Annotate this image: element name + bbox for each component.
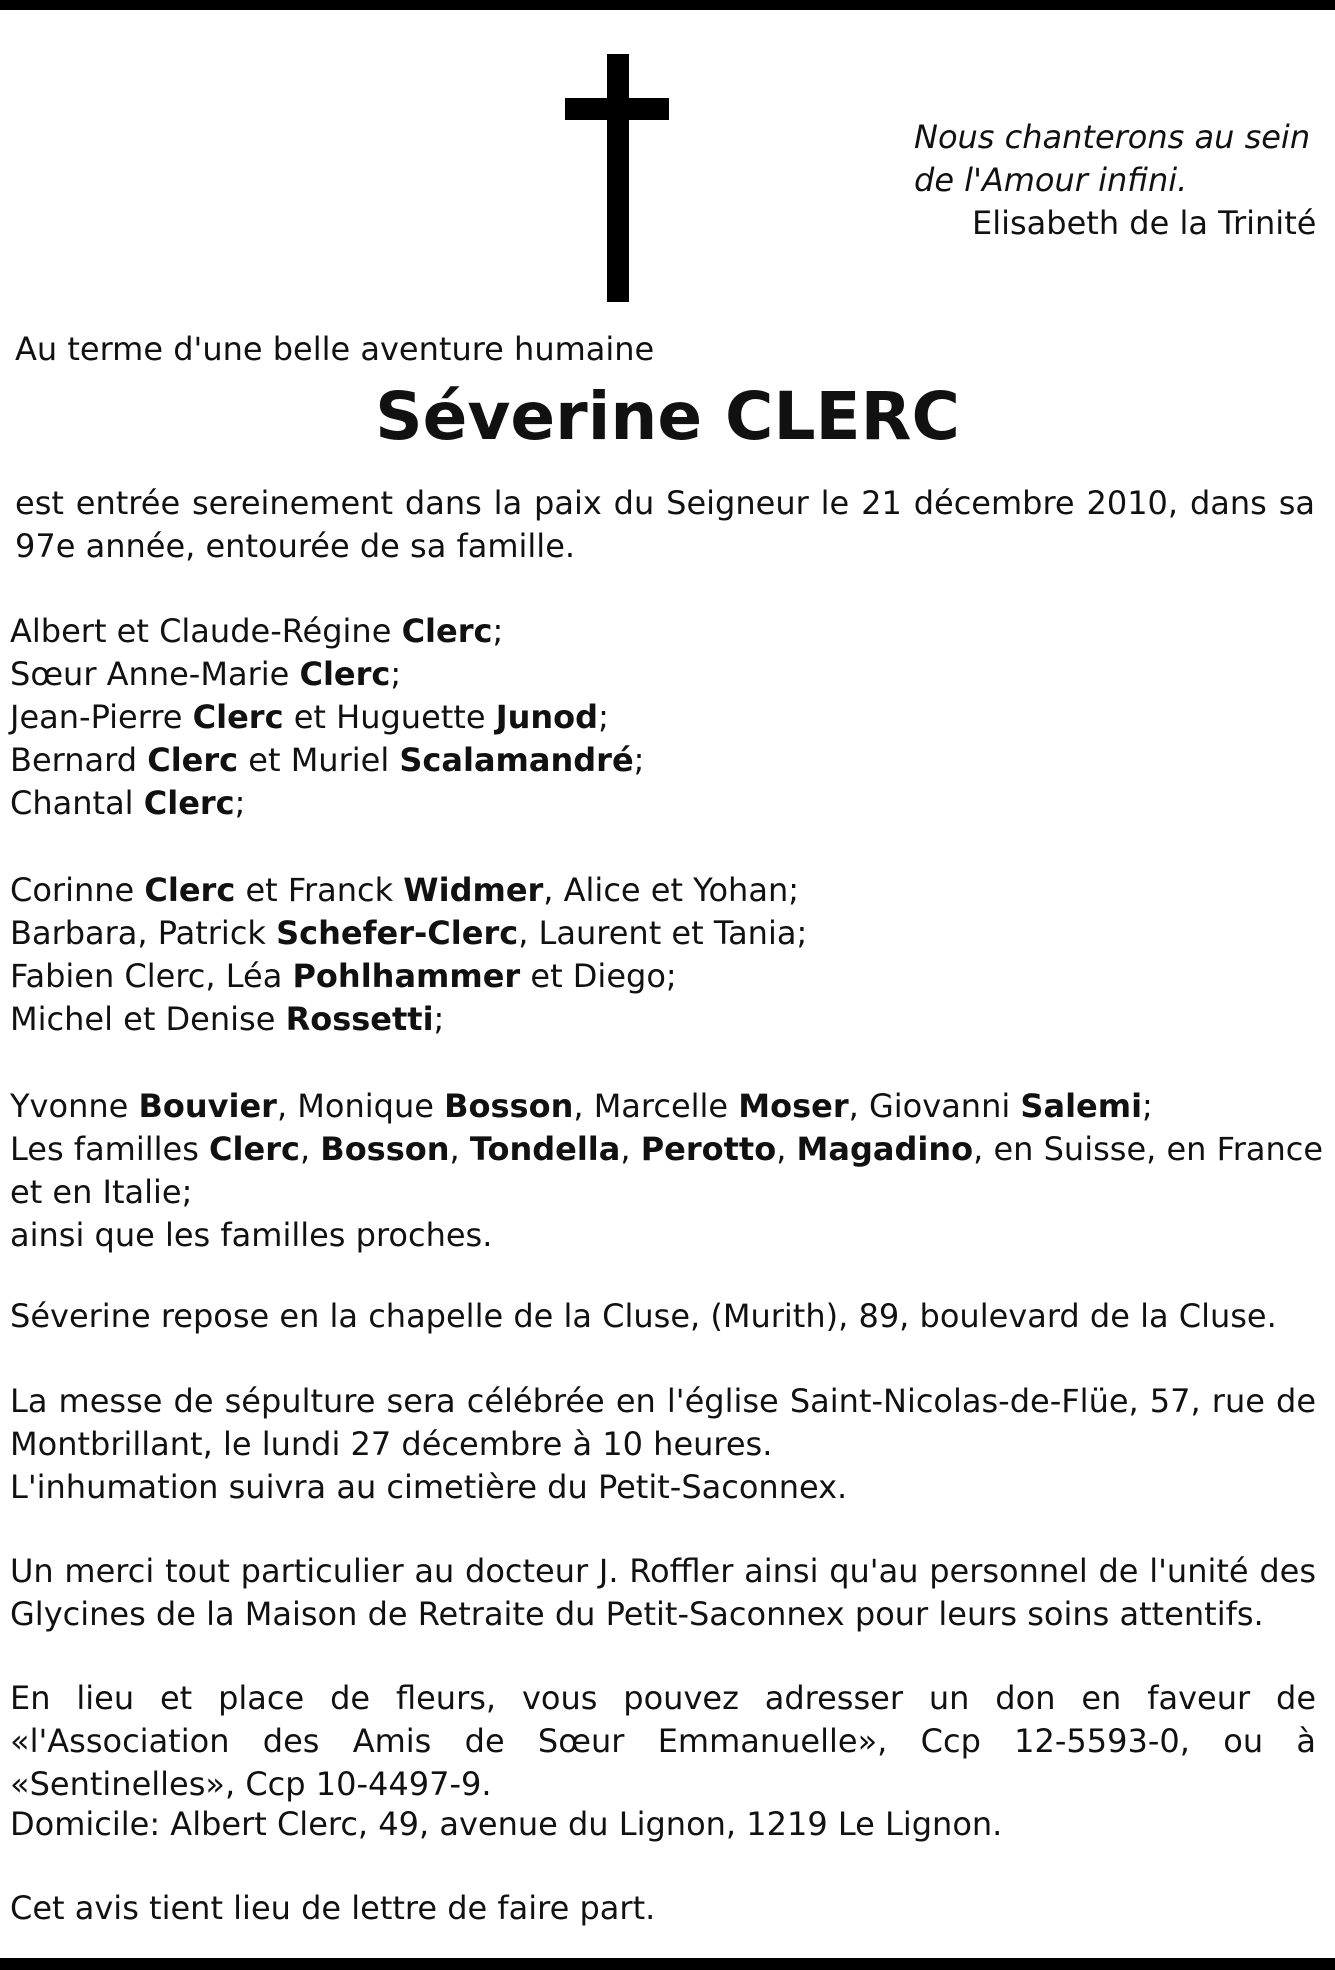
family-text: Barbara, Patrick	[10, 914, 277, 952]
family-surname: Scalamandré	[399, 741, 634, 779]
rest-location-text: Séverine repose en la chapelle de la Cluse, (Murith), 89, boulevard de la Cluse.	[10, 1297, 1277, 1335]
family-line	[10, 1128, 1330, 1171]
family-surname: Bouvier	[138, 1087, 277, 1125]
family-list-grandchildren	[10, 869, 1330, 1041]
family-text: Albert et Claude-Régine	[10, 612, 402, 650]
family-text: Fabien Clerc, Léa	[10, 957, 293, 995]
family-surname: Rossetti	[285, 1000, 434, 1038]
family-text: , en Suisse, en France	[973, 1130, 1324, 1168]
family-text: ,	[620, 1130, 641, 1168]
family-line	[10, 739, 1330, 782]
family-text: Les familles	[10, 1130, 210, 1168]
announcement-text: est entrée sereinement dans la paix du Seigneur le 21 décembre 2010, dans sa 97e année, entourée de sa famille.	[15, 484, 1315, 565]
family-surname: Bosson	[444, 1087, 574, 1125]
family-text: ;	[633, 741, 645, 779]
family-text: , Laurent et Tania;	[518, 914, 808, 952]
family-text: et Diego;	[520, 957, 677, 995]
family-text: Michel et Denise	[10, 1000, 286, 1038]
deceased-name: Séverine CLERC	[375, 378, 960, 455]
family-surname: Clerc	[401, 612, 493, 650]
family-text: , Alice et Yohan;	[543, 871, 799, 909]
family-surname: Clerc	[147, 741, 239, 779]
quote-line: Nous chanterons au sein	[914, 118, 1311, 156]
family-line	[10, 998, 1330, 1041]
burial-text: L'inhumation suivra au cimetière du Petit-Saconnex.	[10, 1468, 848, 1506]
family-surname: Pohlhammer	[292, 957, 521, 995]
family-line	[10, 610, 1330, 653]
funeral-mass-text: La messe de sépulture sera célébrée en l'église Saint-Nicolas-de-Flüe, 57, rue de Montbrillant, le lundi 27 décembre à 10 heures.	[10, 1382, 1316, 1463]
family-text: ;	[598, 698, 609, 736]
family-text: Sœur Anne-Marie	[10, 655, 300, 693]
family-surname: Salemi	[1020, 1087, 1143, 1125]
family-text: , Giovanni	[848, 1087, 1021, 1125]
family-text: Yvonne	[10, 1087, 139, 1125]
family-surname: Junod	[495, 698, 599, 736]
cross-icon-bar	[565, 98, 669, 120]
family-text: Jean-Pierre	[10, 698, 193, 736]
family-text: ;	[433, 1000, 445, 1038]
family-text: et en Italie;	[10, 1173, 193, 1211]
family-line	[10, 1085, 1330, 1128]
family-text: et Muriel	[238, 741, 400, 779]
family-surname: Perotto	[640, 1130, 777, 1168]
family-surname: Magadino	[796, 1130, 974, 1168]
family-text: ;	[1142, 1087, 1153, 1125]
intro-text: Au terme d'une belle aventure humaine	[15, 330, 655, 368]
family-text: , Monique	[276, 1087, 445, 1125]
family-list-relatives	[10, 1085, 1330, 1257]
family-line	[10, 782, 1330, 825]
family-text: Bernard	[10, 741, 148, 779]
family-text: ,	[449, 1130, 470, 1168]
family-surname: Clerc	[144, 871, 236, 909]
family-text: ;	[492, 612, 504, 650]
family-text: ;	[390, 655, 402, 693]
family-surname: Moser	[738, 1087, 849, 1125]
family-surname: Widmer	[403, 871, 544, 909]
domicile-text: Domicile: Albert Clerc, 49, avenue du Lignon, 1219 Le Lignon.	[10, 1805, 1003, 1843]
family-text: ,	[776, 1130, 797, 1168]
cross-icon	[607, 54, 629, 302]
donation-text: En lieu et place de fleurs, vous pouvez adresser un don en faveur de «l'Association des Amis de Sœur Emmanuelle», Ccp 12-5593-0, ou à «Sentinelles», Ccp 10-4497-9.	[10, 1679, 1316, 1803]
family-line	[10, 653, 1330, 696]
quote-line: de l'Amour infini.	[914, 161, 1188, 199]
family-list-children	[10, 610, 1330, 825]
family-surname: Clerc	[299, 655, 391, 693]
family-text: ainsi que les familles proches.	[10, 1216, 493, 1254]
family-line	[10, 955, 1330, 998]
thanks-text: Un merci tout particulier au docteur J. Roffler ainsi qu'au personnel de l'unité des Glycines de la Maison de Retraite du Petit-Saconnex pour leurs soins attentifs.	[10, 1552, 1316, 1633]
family-surname: Schefer-Clerc	[276, 914, 519, 952]
family-text: Corinne	[10, 871, 145, 909]
family-text: et Huguette	[283, 698, 496, 736]
family-surname: Clerc	[192, 698, 284, 736]
family-line	[10, 1214, 1330, 1257]
epigraph-quote	[914, 116, 1317, 245]
family-surname: Bosson	[320, 1130, 450, 1168]
quote-author: Elisabeth de la Trinité	[972, 204, 1317, 242]
family-text: , Marcelle	[573, 1087, 739, 1125]
family-text: ;	[234, 784, 246, 822]
family-line	[10, 869, 1330, 912]
closing-text: Cet avis tient lieu de lettre de faire part.	[10, 1889, 656, 1927]
family-text: et Franck	[235, 871, 404, 909]
family-text: Chantal	[10, 784, 144, 822]
family-line	[10, 912, 1330, 955]
family-surname: Clerc	[209, 1130, 300, 1168]
family-line	[10, 1171, 1330, 1214]
family-text: ,	[299, 1130, 321, 1168]
family-surname: Clerc	[143, 784, 235, 822]
family-line	[10, 696, 1330, 739]
family-surname: Tondella	[469, 1130, 621, 1168]
